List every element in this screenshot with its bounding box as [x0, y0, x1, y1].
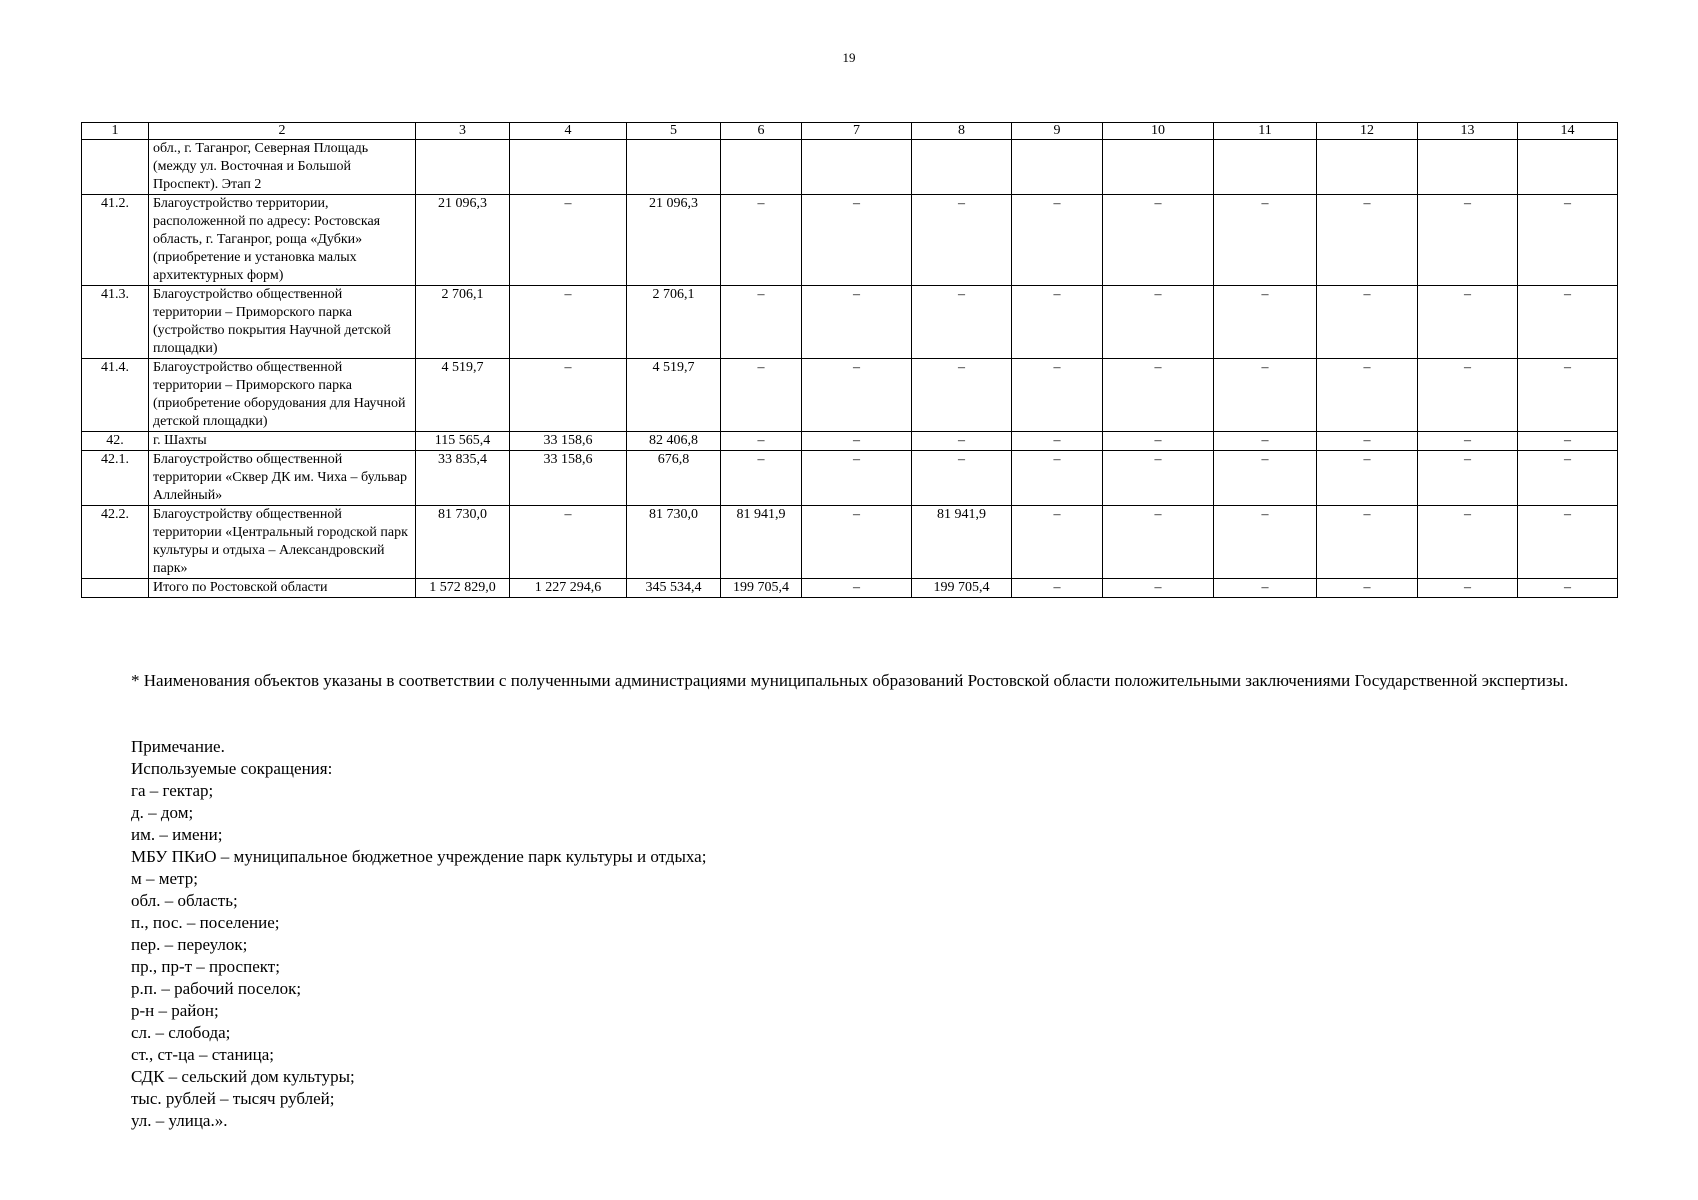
value-cell: – [1418, 286, 1518, 359]
value-cell: – [1012, 579, 1103, 598]
value-cell: – [1012, 195, 1103, 286]
value-cell [416, 140, 510, 195]
value-cell: – [802, 506, 912, 579]
value-cell: – [1317, 579, 1418, 598]
value-cell [1518, 140, 1618, 195]
budget-table [81, 122, 1618, 598]
note-line: обл. – область; [131, 891, 238, 910]
value-cell: 81 941,9 [721, 506, 802, 579]
row-number-cell: 42.1. [82, 451, 149, 506]
value-cell: 81 730,0 [627, 506, 721, 579]
table-row [82, 506, 1618, 579]
value-cell: – [1317, 195, 1418, 286]
note-line: им. – имени; [131, 825, 223, 844]
value-cell: – [1418, 451, 1518, 506]
value-cell: – [1214, 451, 1317, 506]
value-cell: 21 096,3 [627, 195, 721, 286]
value-cell: 345 534,4 [627, 579, 721, 598]
table-body [82, 140, 1618, 598]
value-cell: – [510, 359, 627, 432]
value-cell: – [802, 286, 912, 359]
value-cell [627, 140, 721, 195]
note-line: р.п. – рабочий поселок; [131, 979, 302, 998]
value-cell: 2 706,1 [416, 286, 510, 359]
column-number: 4 [510, 123, 627, 140]
row-number-cell: 42. [82, 432, 149, 451]
note-line: тыс. рублей – тысяч рублей; [131, 1089, 335, 1108]
row-number-cell [82, 579, 149, 598]
value-cell: – [1214, 432, 1317, 451]
value-cell: – [802, 432, 912, 451]
value-cell: 81 941,9 [912, 506, 1012, 579]
value-cell: – [1012, 359, 1103, 432]
note-line: Используемые сокращения: [131, 759, 333, 778]
value-cell: – [1214, 195, 1317, 286]
note-line: сл. – слобода; [131, 1023, 231, 1042]
column-number: 13 [1418, 123, 1518, 140]
value-cell: 21 096,3 [416, 195, 510, 286]
page-number: 19 [842, 50, 856, 65]
value-cell: – [1103, 359, 1214, 432]
value-cell: – [1518, 195, 1618, 286]
object-name-cell: Благоустройству общественной территории «Центральный городской парк культуры и отдыха – Александровский парк» [149, 506, 416, 579]
value-cell: – [912, 432, 1012, 451]
column-number: 3 [416, 123, 510, 140]
value-cell: 676,8 [627, 451, 721, 506]
object-name-cell: Итого по Ростовской области [149, 579, 416, 598]
row-number-cell: 41.4. [82, 359, 149, 432]
value-cell: – [721, 432, 802, 451]
value-cell: – [510, 286, 627, 359]
value-cell: – [1214, 359, 1317, 432]
value-cell: 1 572 829,0 [416, 579, 510, 598]
value-cell [802, 140, 912, 195]
row-number-cell: 41.3. [82, 286, 149, 359]
row-number-cell: 41.2. [82, 195, 149, 286]
table-row [82, 140, 1618, 195]
value-cell [1418, 140, 1518, 195]
column-number: 7 [802, 123, 912, 140]
value-cell: – [1012, 432, 1103, 451]
note-line: ул. – улица.». [131, 1111, 228, 1130]
note-line: пр., пр-т – проспект; [131, 957, 280, 976]
column-number: 12 [1317, 123, 1418, 140]
object-name-cell: г. Шахты [149, 432, 416, 451]
value-cell: – [510, 506, 627, 579]
value-cell: – [912, 359, 1012, 432]
value-cell: – [1518, 359, 1618, 432]
column-number: 1 [82, 123, 149, 140]
column-number: 9 [1012, 123, 1103, 140]
value-cell [1012, 140, 1103, 195]
column-number: 14 [1518, 123, 1618, 140]
value-cell: – [1518, 506, 1618, 579]
column-number: 10 [1103, 123, 1214, 140]
value-cell: – [912, 195, 1012, 286]
object-name-cell: Благоустройство общественной территории – Приморского парка (приобретение оборудования для Научной детской площадки) [149, 359, 416, 432]
note-heading: Примечание. [131, 737, 225, 756]
value-cell: – [802, 451, 912, 506]
note-line: п., пос. – поселение; [131, 913, 280, 932]
value-cell: – [1214, 579, 1317, 598]
value-cell: – [1103, 579, 1214, 598]
table-row [82, 579, 1618, 598]
object-name-cell: Благоустройство территории, расположенной по адресу: Ростовская область, г. Таганрог, роща «Дубки» (приобретение и установка малых архитектурных форм) [149, 195, 416, 286]
column-number: 2 [149, 123, 416, 140]
table-row [82, 451, 1618, 506]
note-line: га – гектар; [131, 781, 214, 800]
value-cell [1317, 140, 1418, 195]
value-cell [1214, 140, 1317, 195]
note-line: д. – дом; [131, 803, 194, 822]
table-row [82, 195, 1618, 286]
value-cell: 82 406,8 [627, 432, 721, 451]
value-cell [510, 140, 627, 195]
abbreviations-note [131, 736, 706, 1132]
object-name-cell: обл., г. Таганрог, Северная Площадь (между ул. Восточная и Большой Проспект). Этап 2 [149, 140, 416, 195]
value-cell: 199 705,4 [912, 579, 1012, 598]
value-cell: – [721, 451, 802, 506]
value-cell: – [1317, 286, 1418, 359]
value-cell: 33 158,6 [510, 451, 627, 506]
value-cell: – [1518, 451, 1618, 506]
value-cell: – [1317, 359, 1418, 432]
value-cell: 115 565,4 [416, 432, 510, 451]
value-cell: – [1418, 506, 1518, 579]
value-cell: – [1317, 432, 1418, 451]
note-line: пер. – переулок; [131, 935, 248, 954]
table-row [82, 359, 1618, 432]
value-cell: – [1103, 506, 1214, 579]
object-name-cell: Благоустройство общественной территории – Приморского парка (устройство покрытия Научной детской площадки) [149, 286, 416, 359]
column-number: 8 [912, 123, 1012, 140]
value-cell: – [1012, 286, 1103, 359]
value-cell: – [802, 579, 912, 598]
value-cell: 33 158,6 [510, 432, 627, 451]
value-cell: – [802, 359, 912, 432]
value-cell: 199 705,4 [721, 579, 802, 598]
row-number-cell: 42.2. [82, 506, 149, 579]
value-cell: – [1418, 195, 1518, 286]
row-number-cell [82, 140, 149, 195]
value-cell: 33 835,4 [416, 451, 510, 506]
value-cell: 1 227 294,6 [510, 579, 627, 598]
column-number: 11 [1214, 123, 1317, 140]
value-cell: – [802, 195, 912, 286]
table-row [82, 286, 1618, 359]
value-cell: – [1103, 432, 1214, 451]
note-line: СДК – сельский дом культуры; [131, 1067, 355, 1086]
note-line: ст., ст-ца – станица; [131, 1045, 275, 1064]
value-cell [912, 140, 1012, 195]
value-cell: – [721, 359, 802, 432]
value-cell: – [1214, 506, 1317, 579]
value-cell: – [1518, 286, 1618, 359]
value-cell: – [721, 195, 802, 286]
value-cell: – [1418, 432, 1518, 451]
object-name-cell: Благоустройство общественной территории «Сквер ДК им. Чиха – бульвар Аллейный» [149, 451, 416, 506]
value-cell: – [1317, 451, 1418, 506]
value-cell: – [1103, 195, 1214, 286]
value-cell: 81 730,0 [416, 506, 510, 579]
value-cell: 4 519,7 [416, 359, 510, 432]
value-cell: – [1103, 286, 1214, 359]
value-cell [1103, 140, 1214, 195]
note-line: м – метр; [131, 869, 198, 888]
value-cell: – [510, 195, 627, 286]
value-cell: – [1012, 451, 1103, 506]
value-cell: – [912, 451, 1012, 506]
value-cell: – [1317, 506, 1418, 579]
column-number-row [82, 123, 1618, 140]
note-line: р-н – район; [131, 1001, 219, 1020]
value-cell: – [1214, 286, 1317, 359]
value-cell: – [721, 286, 802, 359]
value-cell: – [912, 286, 1012, 359]
note-line: МБУ ПКиО – муниципальное бюджетное учреждение парк культуры и отдыха; [131, 847, 707, 866]
value-cell [721, 140, 802, 195]
table-row [82, 432, 1618, 451]
value-cell: – [1012, 506, 1103, 579]
value-cell: – [1418, 359, 1518, 432]
value-cell: 2 706,1 [627, 286, 721, 359]
value-cell: – [1518, 579, 1618, 598]
value-cell: 4 519,7 [627, 359, 721, 432]
footnote: * Наименования объектов указаны в соответствии с полученными администрациями муниципальных образований Ростовской области положительными заключениями Государственной экспертизы. [131, 671, 1569, 690]
column-number: 6 [721, 123, 802, 140]
value-cell: – [1418, 579, 1518, 598]
value-cell: – [1518, 432, 1618, 451]
value-cell: – [1103, 451, 1214, 506]
column-number: 5 [627, 123, 721, 140]
